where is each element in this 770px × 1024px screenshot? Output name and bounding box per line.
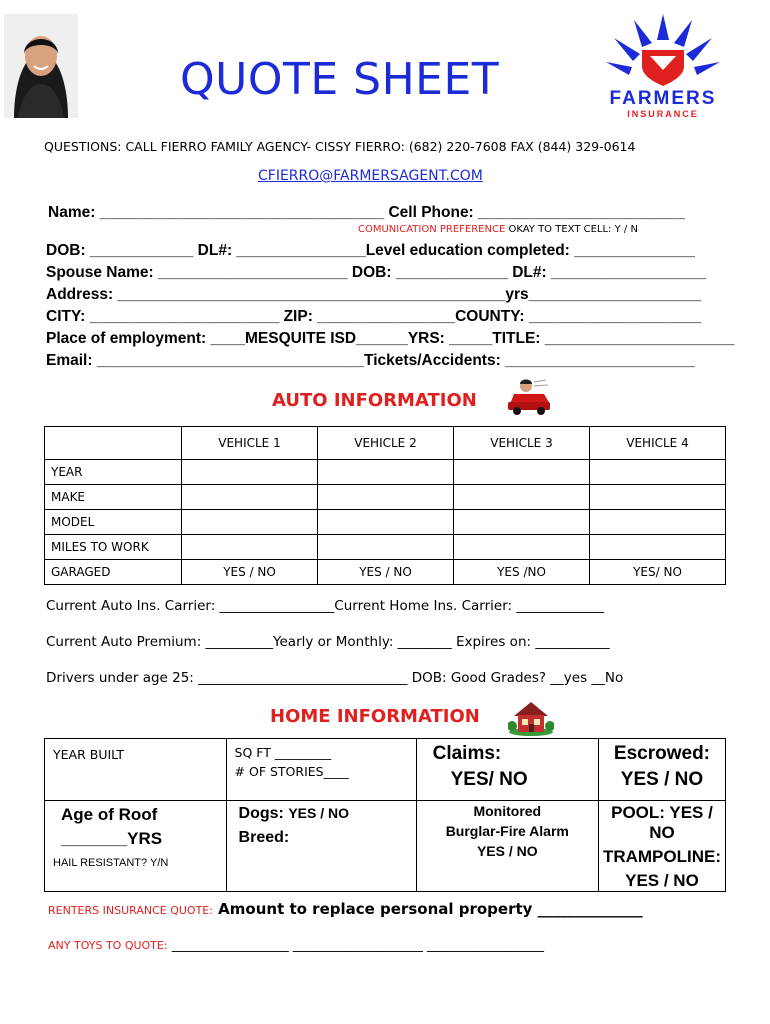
year-vehicle-3-cell[interactable]	[454, 460, 590, 485]
alarm-value: YES / NO	[476, 843, 538, 859]
breed-label: Breed:	[238, 829, 290, 846]
make-vehicle-2-cell[interactable]	[318, 485, 454, 510]
house-icon	[508, 696, 554, 736]
logo-tagline: INSURANCE	[627, 109, 699, 119]
table-row	[45, 510, 726, 535]
model-vehicle-3-cell[interactable]	[454, 510, 590, 535]
miles-vehicle-1-cell[interactable]	[182, 535, 318, 560]
communication-preference	[358, 224, 638, 235]
comm-pref-label: COMUNICATION PREFERENCE	[358, 224, 506, 235]
escrowed-cell[interactable]	[598, 739, 725, 801]
renters-text: Amount to replace personal property ______________	[212, 900, 643, 918]
hail-resistant: HAIL RESISTANT? Y/N	[53, 857, 169, 869]
row-label-make: MAKE	[45, 485, 182, 510]
monitored-label: Monitored	[473, 803, 542, 819]
logo-brand: FARMERS	[609, 88, 717, 109]
roof-cell[interactable]	[45, 801, 227, 892]
table-row	[45, 535, 726, 560]
vehicle-1-header: VEHICLE 1	[182, 427, 318, 460]
dob-line: DOB: ____________ DL#: _______________Level education completed: ______________	[46, 242, 695, 259]
year-built-label: YEAR BUILT	[53, 747, 125, 762]
trampoline-value: YES / NO	[625, 871, 699, 890]
row-label-model: MODEL	[45, 510, 182, 535]
renters-label: RENTERS INSURANCE QUOTE:	[48, 904, 213, 917]
garaged-vehicle-3-cell[interactable]: YES /NO	[454, 560, 590, 585]
comm-pref-text: OKAY TO TEXT CELL: Y / N	[505, 224, 638, 235]
car-icon	[506, 378, 552, 416]
year-vehicle-1-cell[interactable]	[182, 460, 318, 485]
dogs-label: Dogs:	[238, 805, 289, 822]
trampoline-label: TRAMPOLINE:	[602, 847, 721, 866]
name-line: Name: _________________________________ Cell Phone: ________________________	[48, 204, 685, 221]
home-table	[44, 738, 726, 892]
garaged-vehicle-4-cell[interactable]: YES/ NO	[590, 560, 726, 585]
make-vehicle-4-cell[interactable]	[590, 485, 726, 510]
alarm-cell[interactable]	[416, 801, 598, 892]
table-row	[45, 460, 726, 485]
make-vehicle-3-cell[interactable]	[454, 485, 590, 510]
roof-label: Age of Roof	[61, 805, 158, 824]
garaged-vehicle-2-cell[interactable]: YES / NO	[318, 560, 454, 585]
year-built-cell[interactable]	[45, 739, 227, 801]
toys-line	[48, 936, 544, 954]
escrowed-label: Escrowed:	[613, 743, 711, 764]
row-label-garaged: GARAGED	[45, 560, 182, 585]
claims-label: Claims:	[432, 743, 502, 764]
city-line: CITY: ______________________ ZIP: ________________COUNTY: ____________________	[46, 308, 702, 325]
claims-cell[interactable]	[416, 739, 598, 801]
toys-label: ANY TOYS TO QUOTE:	[48, 939, 168, 952]
renters-line	[48, 900, 643, 919]
home-section-title: HOME INFORMATION	[270, 706, 480, 727]
claims-value: YES/ NO	[450, 769, 528, 790]
carrier-line: Current Auto Ins. Carrier: _________________Current Home Ins. Carrier: _____________	[46, 598, 605, 614]
contact-line: QUESTIONS: CALL FIERRO FAMILY AGENCY- CISSY FIERRO: (682) 220-7608 FAX (844) 329-0614	[44, 139, 636, 154]
table-row	[45, 560, 726, 585]
agent-photo	[4, 14, 78, 118]
agent-email-link[interactable]: CFIERRO@FARMERSAGENT.COM	[258, 168, 483, 184]
year-vehicle-2-cell[interactable]	[318, 460, 454, 485]
row-label-miles: MILES TO WORK	[45, 535, 182, 560]
sqft-label: SQ FT _________	[234, 745, 332, 760]
spouse-line: Spouse Name: ______________________ DOB: _____________ DL#: __________________	[46, 264, 707, 281]
vehicle-2-header: VEHICLE 2	[318, 427, 454, 460]
model-vehicle-1-cell[interactable]	[182, 510, 318, 535]
farmers-insurance-logo	[596, 10, 730, 122]
escrowed-value: YES / NO	[620, 769, 704, 790]
table-row	[45, 485, 726, 510]
premium-line: Current Auto Premium: __________Yearly or Monthly: ________ Expires on: ___________	[46, 634, 610, 650]
vehicle-3-header: VEHICLE 3	[454, 427, 590, 460]
year-vehicle-4-cell[interactable]	[590, 460, 726, 485]
miles-vehicle-4-cell[interactable]	[590, 535, 726, 560]
drivers-line: Drivers under age 25: _______________________________ DOB: Good Grades? __yes __No	[46, 670, 624, 686]
vehicle-4-header: VEHICLE 4	[590, 427, 726, 460]
stories-label: # OF STORIES____	[234, 764, 349, 779]
dogs-line	[239, 805, 408, 823]
roof-yrs: _______YRS	[61, 829, 163, 848]
auto-section-title: AUTO INFORMATION	[272, 390, 477, 411]
model-vehicle-4-cell[interactable]	[590, 510, 726, 535]
row-label-year: YEAR	[45, 460, 182, 485]
employment-line: Place of employment: ____MESQUITE ISD______YRS: _____TITLE: ______________________	[46, 330, 735, 347]
toys-lines: __________________ ____________________ __________________	[167, 938, 544, 953]
email-line: Email: _______________________________Tickets/Accidents: ______________________	[46, 352, 695, 369]
dogs-cell[interactable]	[226, 801, 416, 892]
sqft-stories-cell[interactable]	[226, 739, 416, 801]
miles-vehicle-3-cell[interactable]	[454, 535, 590, 560]
pool-label: POOL: YES / NO	[611, 803, 713, 842]
dogs-value: YES / NO	[288, 805, 349, 821]
pool-trampoline-cell[interactable]	[598, 801, 725, 892]
model-vehicle-2-cell[interactable]	[318, 510, 454, 535]
make-vehicle-1-cell[interactable]	[182, 485, 318, 510]
auto-table	[44, 426, 726, 585]
burglar-fire-alarm-label: Burglar-Fire Alarm	[445, 823, 569, 839]
page-title: QUOTE SHEET	[180, 54, 500, 105]
auto-header-blank	[45, 427, 182, 460]
garaged-vehicle-1-cell[interactable]: YES / NO	[182, 560, 318, 585]
address-line: Address: _____________________________________________yrs____________________	[46, 286, 702, 303]
miles-vehicle-2-cell[interactable]	[318, 535, 454, 560]
